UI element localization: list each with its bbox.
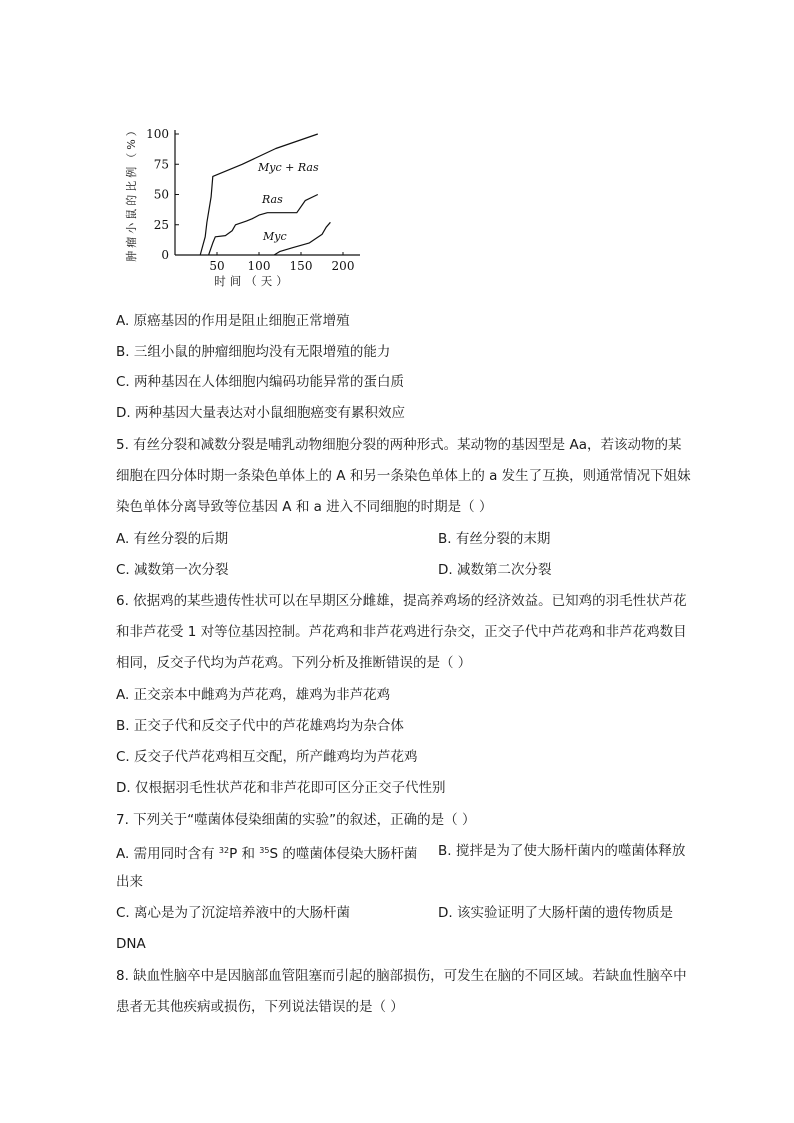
series-label-ras: Ras — [262, 193, 283, 206]
y-ticks — [146, 127, 179, 262]
y-axis-title: 肿瘤小鼠的比例（%） — [125, 122, 138, 262]
q7-option-d-line-2: DNA — [116, 936, 146, 952]
q7-option-b-line-1: B. 搅拌是为了使大肠杆菌内的噬菌体释放 — [438, 843, 686, 859]
y-tick-label: 50 — [153, 187, 169, 202]
q6-stem-line-2: 和非芦花受 1 对等位基因控制。芦花鸡和非芦花鸡进行杂交，正交子代中芦花鸡和非芦花鸡数目 — [116, 624, 687, 640]
y-tick-label: 75 — [153, 157, 169, 172]
q8-stem-line-2: 患者无其他疾病或损伤，下列说法错误的是（ ） — [116, 999, 404, 1015]
q7-option-a-pre: A. 需用同时含有 — [116, 846, 219, 862]
q7-option-d-line-1: D. 该实验证明了大肠杆菌的遗传物质是 — [438, 905, 673, 921]
q7-stem: 7. 下列关于“噬菌体侵染细菌的实验”的叙述，正确的是（ ） — [116, 812, 476, 828]
tumor-proportion-line-chart — [118, 112, 368, 292]
y-tick-label: 0 — [161, 248, 169, 262]
x-axis-title: 时间（天） — [214, 274, 292, 288]
x-tick-label: 200 — [331, 259, 355, 273]
q6-stem-line-1: 6. 依据鸡的某些遗传性状可以在早期区分雌雄，提高养鸡场的经济效益。已知鸡的羽毛性状芦花 — [116, 593, 687, 609]
y-tick-label: 25 — [153, 217, 169, 232]
q5-stem-line-1: 5. 有丝分裂和减数分裂是哺乳动物细胞分裂的两种形式。某动物的基因型是 Aa，若该动物的某 — [116, 437, 682, 453]
q5-option-d: D. 减数第二次分裂 — [438, 562, 552, 578]
isotope-32: 32 — [218, 846, 230, 855]
q7-option-b-line-2: 出来 — [116, 874, 143, 890]
q4-option-a: A. 原癌基因的作用是阻止细胞正常增殖 — [116, 313, 350, 329]
q6-stem-line-3: 相同，反交子代均为芦花鸡。下列分析及推断错误的是（ ） — [116, 655, 472, 671]
q6-option-b: B. 正交子代和反交子代中的芦花雄鸡均为杂合体 — [116, 718, 404, 734]
x-tick-label: 100 — [247, 259, 271, 273]
q5-option-b: B. 有丝分裂的末期 — [438, 531, 551, 547]
q5-option-c: C. 减数第一次分裂 — [116, 562, 229, 578]
q7-option-c: C. 离心是为了沉淀培养液中的大肠杆菌 — [116, 905, 351, 921]
q5-stem-line-2: 细胞在四分体时期一条染色单体上的 A 和另一条染色单体上的 a 发生了互换，则通常情况下姐妹 — [116, 468, 691, 484]
x-tick-label: 150 — [289, 259, 313, 273]
q4-option-d: D. 两种基因大量表达对小鼠细胞癌变有累积效应 — [116, 405, 405, 421]
q8-stem-line-1: 8. 缺血性脑卒中是因脑部血管阻塞而引起的脑部损伤，可发生在脑的不同区域。若缺血性脑卒中 — [116, 968, 687, 984]
q5-stem-line-3: 染色单体分离导致等位基因 A 和 a 进入不同细胞的时期是（ ） — [116, 499, 493, 515]
series-label-myc: Myc — [263, 230, 287, 243]
q5-option-a: A. 有丝分裂的后期 — [116, 531, 229, 547]
isotope-35: 35 — [259, 846, 270, 855]
q6-option-a: A. 正交亲本中雌鸡为芦花鸡，雄鸡为非芦花鸡 — [116, 687, 391, 703]
y-tick-label: 100 — [146, 127, 169, 141]
series-label-myc-ras: Myc + Ras — [258, 161, 319, 174]
q7-option-a-post: S 的噬菌体侵染大肠杆菌 — [269, 846, 418, 862]
q4-option-c: C. 两种基因在人体细胞内编码功能异常的蛋白质 — [116, 374, 405, 390]
chart-axes — [124, 122, 360, 288]
q7-option-a — [116, 841, 417, 864]
q4-option-b: B. 三组小鼠的肿瘤细胞均没有无限增殖的能力 — [116, 344, 391, 360]
q6-option-d: D. 仅根据羽毛性状芦花和非芦花即可区分正交子代性别 — [116, 780, 446, 796]
x-tick-label: 50 — [209, 259, 225, 273]
q6-option-c: C. 反交子代芦花鸡相互交配，所产雌鸡均为芦花鸡 — [116, 749, 418, 765]
q7-option-a-mid: P 和 — [229, 846, 260, 862]
